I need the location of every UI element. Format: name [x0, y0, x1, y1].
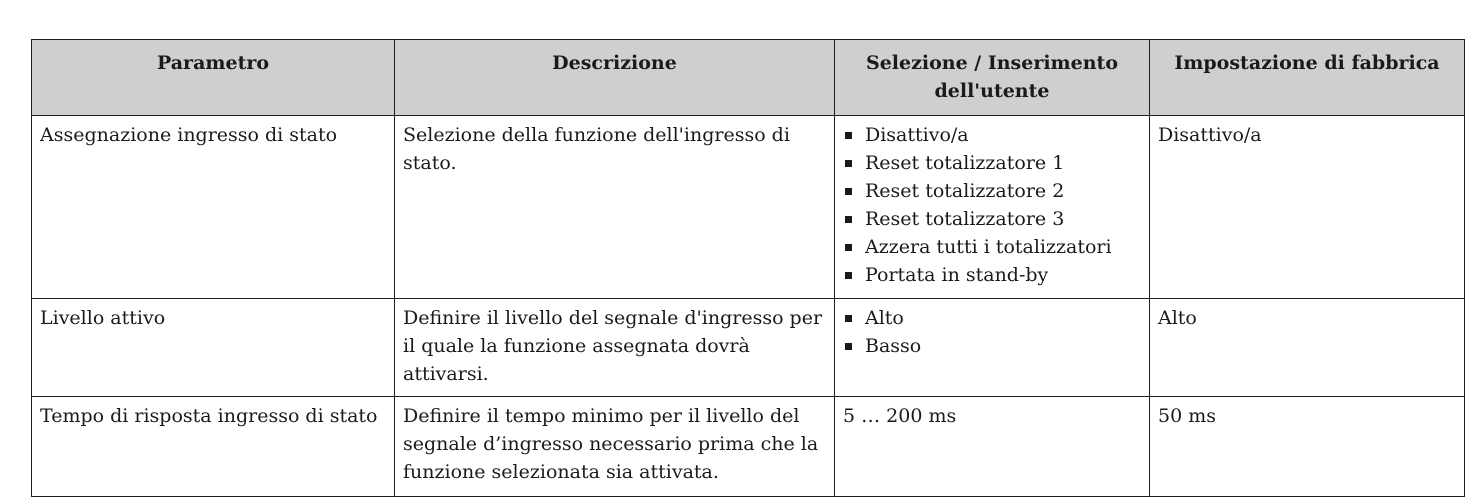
- header-parametro: Parametro: [32, 40, 395, 116]
- option-list: [843, 121, 1141, 289]
- table-row: [32, 299, 1465, 397]
- option-item: Disattivo/a: [843, 121, 1141, 149]
- table-row: [32, 397, 1465, 497]
- cell-impostazione: 50 ms: [1150, 397, 1465, 497]
- cell-parametro: Tempo di risposta ingresso di stato: [32, 397, 395, 497]
- table-row: [32, 116, 1465, 299]
- cell-descrizione: Selezione della funzione dell'ingresso di stato.: [395, 116, 835, 299]
- header-descrizione: Descrizione: [395, 40, 835, 116]
- option-item: Azzera tutti i totalizzatori: [843, 233, 1141, 261]
- cell-descrizione: Definire il livello del segnale d'ingresso per il quale la funzione assegnata dovrà attivarsi.: [395, 299, 835, 397]
- cell-selezione: [835, 299, 1150, 397]
- option-item: Reset totalizzatore 3: [843, 205, 1141, 233]
- option-list: [843, 304, 1141, 360]
- cell-impostazione: Alto: [1150, 299, 1465, 397]
- parameter-table: [31, 39, 1465, 497]
- option-item: Reset totalizzatore 2: [843, 177, 1141, 205]
- cell-selezione: 5 … 200 ms: [835, 397, 1150, 497]
- cell-parametro: Livello attivo: [32, 299, 395, 397]
- option-item: Alto: [843, 304, 1141, 332]
- cell-descrizione: Definire il tempo minimo per il livello del segnale d’ingresso necessario prima che la funzione selezionata sia attivata.: [395, 397, 835, 497]
- table-header: [32, 40, 1465, 116]
- option-item: Reset totalizzatore 1: [843, 149, 1141, 177]
- cell-parametro: Assegnazione ingresso di stato: [32, 116, 395, 299]
- cropped-heading-fragment: [590, 0, 604, 4]
- option-item: Portata in stand-by: [843, 261, 1141, 289]
- cell-impostazione: Disattivo/a: [1150, 116, 1465, 299]
- header-impostazione: Impostazione di fabbrica: [1150, 40, 1465, 116]
- cell-selezione: [835, 116, 1150, 299]
- table-body: [32, 116, 1465, 497]
- option-item: Basso: [843, 332, 1141, 360]
- header-row: [32, 40, 1465, 116]
- header-selezione: Selezione / Inserimento dell'utente: [835, 40, 1150, 116]
